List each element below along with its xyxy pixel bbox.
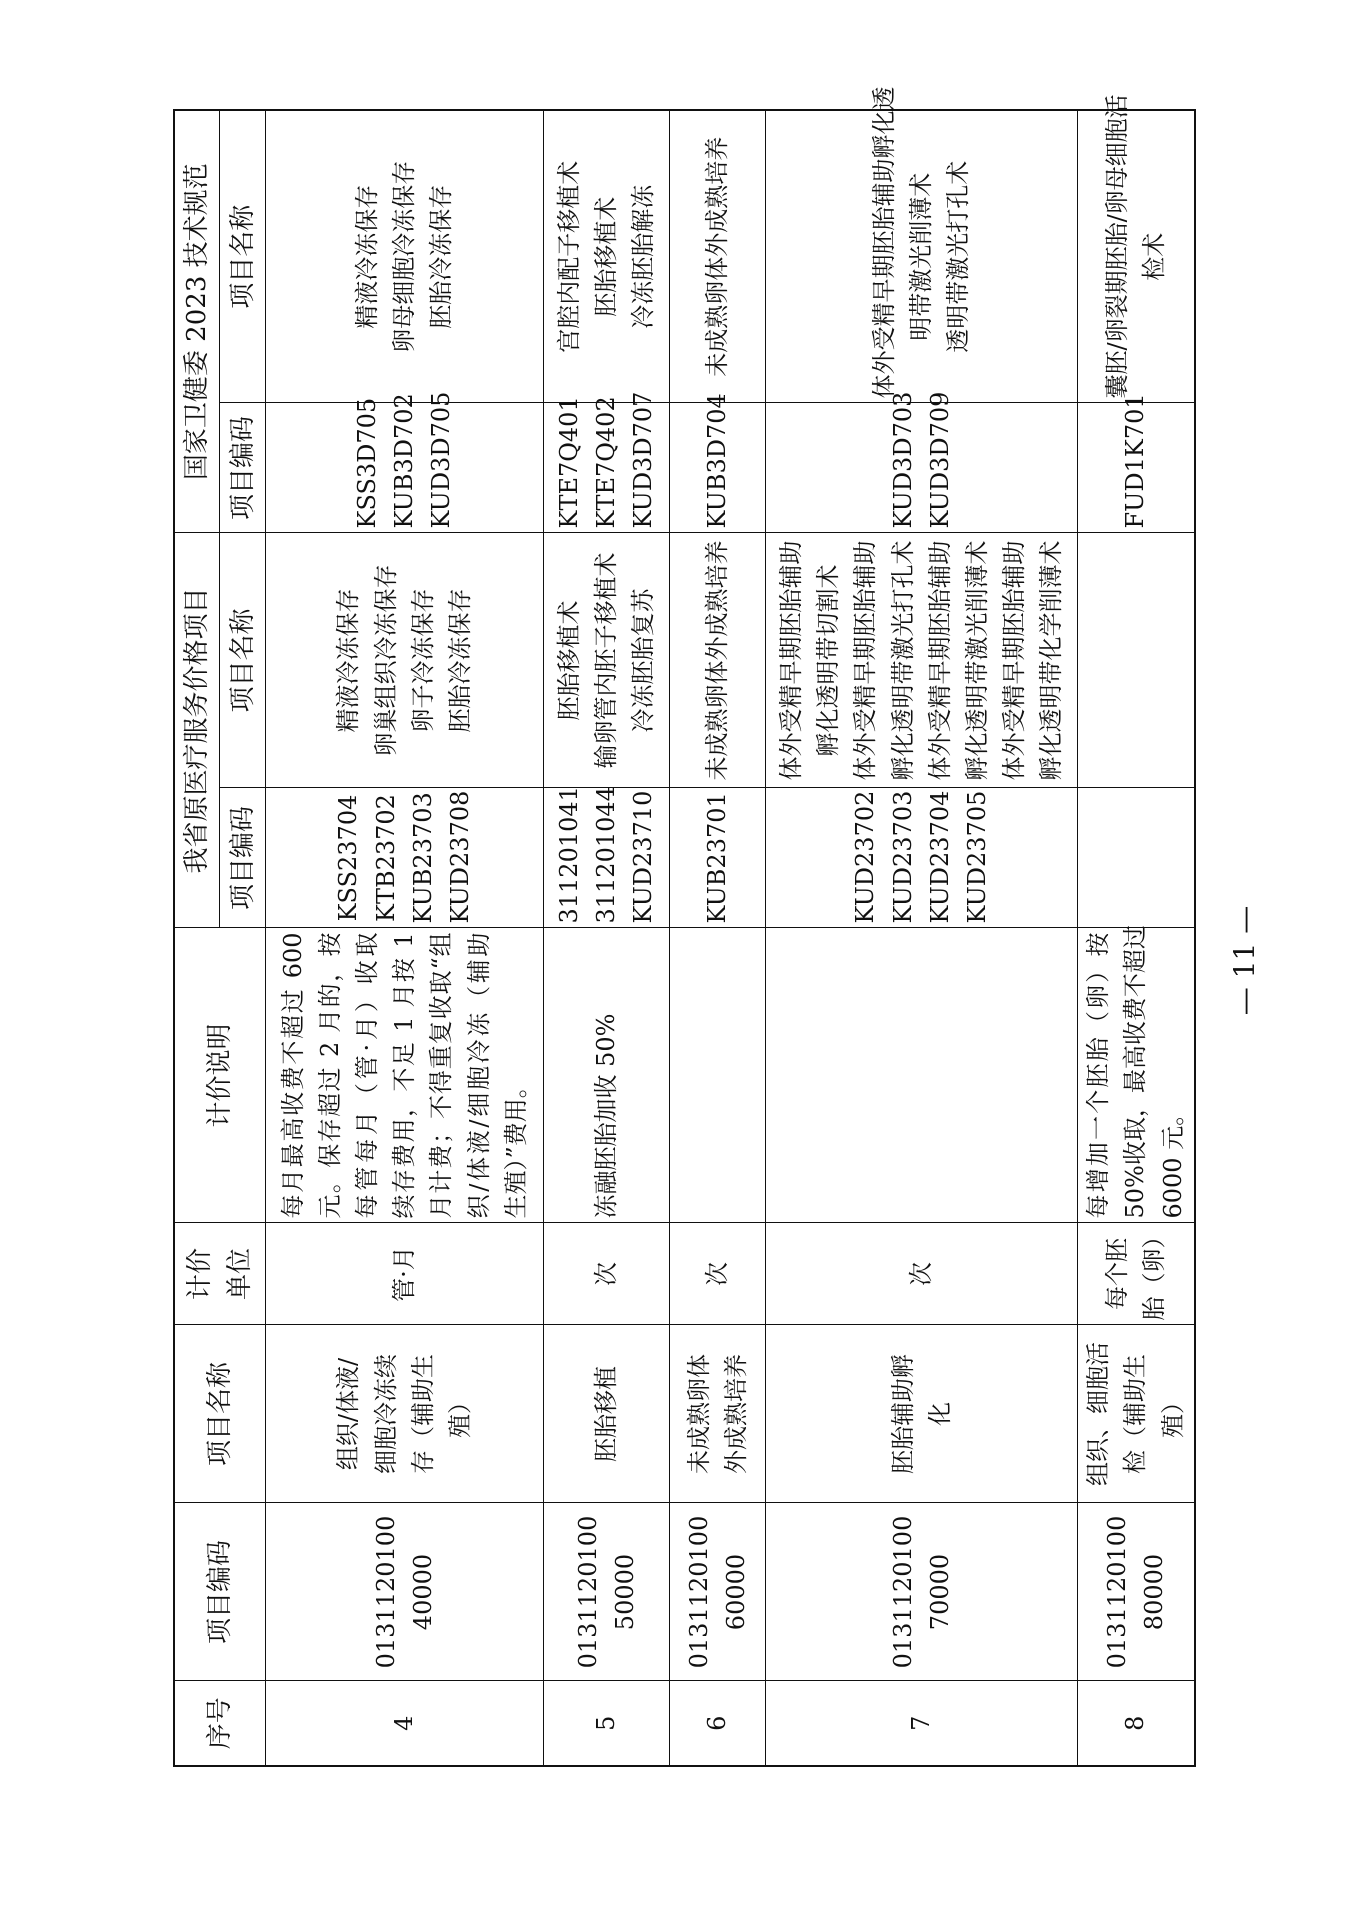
notes-cell-line: 每增加一个胚胎（卵）按 bbox=[1084, 932, 1113, 1219]
notes-cell-line: 续存费用，不足 1 月按 1 bbox=[390, 932, 419, 1219]
prov-name-cell-line: 胚胎冷冻保存 bbox=[445, 588, 474, 733]
prov-name-cell-line: 体外受精早期胚胎辅助 bbox=[777, 540, 806, 781]
notes-cell bbox=[544, 928, 670, 1223]
prov-name-cell-line: 孵化透明带激光削薄术 bbox=[962, 540, 991, 781]
code-cell-line: 0131120100 bbox=[573, 1515, 602, 1669]
prov-code-cell-line: 311201044 bbox=[592, 786, 621, 924]
nat-code-cell-line: KTE7Q402 bbox=[592, 396, 621, 529]
nat-code-cell bbox=[766, 391, 1078, 533]
nat-code-cell bbox=[670, 393, 766, 533]
prov-name-cell bbox=[266, 533, 544, 788]
nat-name-cell bbox=[1078, 94, 1195, 403]
name-cell-line: 殖） bbox=[445, 1390, 474, 1438]
nat-name-cell bbox=[670, 110, 766, 403]
prov-code-cell bbox=[266, 788, 544, 928]
notes-cell-line: 冻融胚胎加收 50% bbox=[592, 1013, 621, 1219]
prov-code-cell bbox=[670, 788, 766, 928]
prov-name-cell-line: 体外受精早期胚胎辅助 bbox=[1000, 540, 1029, 781]
prov-code-cell-line: KUD23710 bbox=[629, 790, 658, 924]
prov-name-cell-line: 体外受精早期胚胎辅助 bbox=[851, 540, 880, 781]
pricing-table bbox=[173, 86, 1196, 1767]
unit-cell-line: 每个胚 bbox=[1102, 1238, 1131, 1310]
header-unit-line: 单位 bbox=[225, 1248, 256, 1301]
prov-name-cell-line: 输卵管内胚子移植术 bbox=[592, 552, 621, 769]
header-nat-code: 项目编码 bbox=[220, 403, 266, 533]
notes-cell bbox=[670, 928, 766, 1223]
prov-code-cell-line: KUB23703 bbox=[408, 792, 437, 924]
nat-name-cell-line: 冷冻胚胎解冻 bbox=[629, 184, 658, 329]
nat-code-cell-line: KUB3D702 bbox=[390, 393, 419, 529]
prov-name-cell-line: 卵巢组织冷冻保存 bbox=[371, 564, 400, 757]
prov-name-cell-line: 冷冻胚胎复苏 bbox=[629, 588, 658, 733]
name-cell bbox=[544, 1325, 670, 1503]
unit-cell bbox=[544, 1223, 670, 1325]
nat-name-cell-line: 明带激光削薄术 bbox=[907, 172, 936, 341]
unit-cell-line: 次 bbox=[907, 1262, 936, 1286]
nat-name-cell bbox=[266, 110, 544, 403]
prov-code-cell bbox=[544, 788, 670, 928]
unit-cell bbox=[266, 1223, 544, 1325]
nat-name-cell-line: 囊胚/卵裂期胚胎/卵母细胞活 bbox=[1102, 94, 1131, 399]
name-cell-line: 组织/体液/ bbox=[334, 1357, 363, 1471]
code-cell bbox=[670, 1503, 766, 1681]
name-cell-line: 未成熟卵体 bbox=[684, 1354, 713, 1474]
prov-name-cell bbox=[670, 533, 766, 788]
nat-name-cell-line: 宫腔内配子移植术 bbox=[555, 160, 584, 353]
code-cell bbox=[544, 1503, 670, 1681]
unit-cell bbox=[766, 1223, 1078, 1325]
table-body bbox=[266, 86, 1195, 1766]
code-cell-line: 0131120100 bbox=[888, 1515, 917, 1669]
nat-code-cell bbox=[1078, 393, 1195, 533]
name-cell-line: 殖） bbox=[1158, 1390, 1187, 1438]
nat-code-cell bbox=[544, 391, 670, 533]
name-cell-line: 外成熟培养 bbox=[721, 1354, 750, 1474]
code-cell bbox=[266, 1503, 544, 1681]
code-cell-line: 0131120100 bbox=[1102, 1515, 1131, 1669]
notes-cell-line: 月计费；不得重复收取“组 bbox=[427, 932, 456, 1219]
nat-code-cell-line: KUB3D704 bbox=[703, 393, 732, 529]
seq-cell: 4 bbox=[266, 1681, 544, 1766]
prov-name-cell bbox=[1078, 533, 1195, 788]
name-cell bbox=[1078, 1325, 1195, 1503]
notes-cell-line: 元。保存超过 2 月的，按 bbox=[315, 932, 344, 1219]
code-cell bbox=[766, 1503, 1078, 1681]
header-notes: 计价说明 bbox=[174, 928, 266, 1223]
header-prov-code: 项目编码 bbox=[220, 788, 266, 928]
name-cell bbox=[766, 1325, 1078, 1503]
table-row bbox=[670, 110, 766, 1766]
page-number-box bbox=[1215, 900, 1275, 1020]
nat-code-cell-line: KTE7Q401 bbox=[555, 396, 584, 529]
notes-cell bbox=[266, 928, 544, 1223]
name-cell-line: 化 bbox=[925, 1402, 954, 1426]
prov-code-cell-line: KSS23704 bbox=[334, 794, 363, 922]
name-cell bbox=[670, 1325, 766, 1503]
nat-code-cell-line: KUD3D703 bbox=[888, 391, 917, 529]
prov-code-cell-line: KUD23703 bbox=[888, 790, 917, 924]
prov-code-cell-line: KUD23702 bbox=[851, 790, 880, 924]
header-code: 项目编码 bbox=[174, 1503, 266, 1681]
table-row bbox=[766, 110, 1078, 1766]
prov-name-cell-line: 卵子冷冻保存 bbox=[408, 588, 437, 733]
prov-code-cell-line: KTB23702 bbox=[371, 794, 400, 922]
nat-code-cell-line: KSS3D705 bbox=[353, 397, 382, 529]
prov-code-cell bbox=[766, 788, 1078, 928]
seq-cell: 7 bbox=[766, 1681, 1078, 1766]
code-cell-line: 0131120100 bbox=[684, 1515, 713, 1669]
seq-cell: 5 bbox=[544, 1681, 670, 1766]
code-cell-line: 80000 bbox=[1140, 1553, 1169, 1631]
prov-name-cell-line: 孵化透明带切割术 bbox=[814, 564, 843, 757]
prov-code-cell bbox=[1078, 788, 1195, 928]
header-nat-name: 项目名称 bbox=[220, 110, 266, 403]
code-cell-line: 50000 bbox=[610, 1553, 639, 1631]
notes-cell bbox=[1078, 925, 1195, 1223]
header-row-group bbox=[174, 110, 220, 1766]
prov-name-cell-line: 胚胎移植术 bbox=[555, 600, 584, 721]
nat-name-cell-line: 检术 bbox=[1140, 232, 1169, 281]
prov-name-cell-line: 孵化透明带激光打孔术 bbox=[888, 540, 917, 781]
table-row bbox=[544, 110, 670, 1766]
nat-code-cell-line: KUD3D705 bbox=[427, 391, 456, 529]
unit-cell-line: 次 bbox=[592, 1262, 621, 1286]
prov-code-cell-line: KUB23701 bbox=[703, 792, 732, 924]
prov-name-cell bbox=[766, 533, 1078, 788]
name-cell-line: 胚胎辅助孵 bbox=[888, 1354, 917, 1474]
notes-cell bbox=[766, 928, 1078, 1223]
unit-cell-line: 胎（卵） bbox=[1140, 1224, 1169, 1321]
nat-code-cell bbox=[266, 391, 544, 533]
page-number: — 11 — bbox=[1228, 905, 1262, 1015]
prov-name-cell-line: 体外受精早期胚胎辅助 bbox=[925, 540, 954, 781]
nat-code-cell-line: KUD3D709 bbox=[925, 391, 954, 529]
nat-name-cell-line: 卵母细胞冷冻保存 bbox=[390, 160, 419, 353]
notes-cell-line: 生殖）”费用。 bbox=[501, 1074, 530, 1219]
nat-name-cell-line: 体外受精早期胚胎辅助孵化透 bbox=[870, 86, 899, 399]
header-unit-line: 计价 bbox=[184, 1248, 215, 1301]
nat-name-cell-line: 未成熟卵体外成熟培养 bbox=[703, 136, 732, 377]
code-cell-line: 70000 bbox=[925, 1553, 954, 1631]
nat-name-cell-line: 胚胎冷冻保存 bbox=[427, 184, 456, 329]
unit-cell-line: 管·月 bbox=[390, 1246, 419, 1302]
rotated-table-wrapper bbox=[173, 86, 1189, 1767]
nat-name-cell-line: 透明带激光打孔术 bbox=[944, 160, 973, 353]
nat-name-cell bbox=[766, 86, 1078, 403]
prov-code-cell-line: KUD23704 bbox=[925, 790, 954, 924]
prov-code-cell-line: KUD23708 bbox=[445, 790, 474, 924]
header-group-province: 我省原医疗服务价格项目 bbox=[174, 533, 220, 928]
header-prov-name: 项目名称 bbox=[220, 533, 266, 788]
notes-cell-line: 每月最高收费不超过 600 bbox=[278, 932, 307, 1219]
notes-cell-line: 每管每月（管·月）收取 bbox=[353, 932, 382, 1219]
name-cell-line: 胚胎移植 bbox=[592, 1366, 621, 1462]
nat-code-cell-line: FUD1K701 bbox=[1121, 393, 1150, 529]
name-cell-line: 检（辅助生 bbox=[1121, 1354, 1150, 1474]
code-cell-line: 40000 bbox=[408, 1553, 437, 1631]
seq-cell: 8 bbox=[1078, 1681, 1195, 1766]
header-group-national: 国家卫健委 2023 技术规范 bbox=[174, 110, 220, 533]
nat-name-cell-line: 精液冷冻保存 bbox=[353, 184, 382, 329]
notes-cell-line: 50%收取，最高收费不超过 bbox=[1121, 925, 1150, 1219]
table-row bbox=[1078, 110, 1195, 1766]
unit-cell-line: 次 bbox=[703, 1262, 732, 1286]
name-cell bbox=[266, 1325, 544, 1503]
unit-cell bbox=[1078, 1223, 1195, 1325]
name-cell-line: 组织、细胞活 bbox=[1084, 1342, 1113, 1486]
table-row bbox=[266, 110, 544, 1766]
prov-name-cell-line: 精液冷冻保存 bbox=[334, 588, 363, 733]
prov-name-cell-line: 孵化透明带化学削薄术 bbox=[1037, 540, 1066, 781]
notes-cell-line: 6000 元。 bbox=[1158, 1101, 1187, 1219]
header-unit bbox=[174, 1223, 266, 1325]
prov-name-cell bbox=[544, 533, 670, 788]
code-cell-line: 60000 bbox=[721, 1553, 750, 1631]
header-name: 项目名称 bbox=[174, 1325, 266, 1503]
nat-name-cell bbox=[544, 110, 670, 403]
header-seq: 序号 bbox=[174, 1681, 266, 1766]
nat-name-cell-line: 胚胎移植术 bbox=[592, 196, 621, 317]
code-cell bbox=[1078, 1503, 1195, 1681]
seq-cell: 6 bbox=[670, 1681, 766, 1766]
prov-code-cell-line: 311201041 bbox=[555, 786, 584, 924]
code-cell-line: 0131120100 bbox=[371, 1515, 400, 1669]
unit-cell bbox=[670, 1223, 766, 1325]
notes-cell-line: 织/体液/细胞冷冻（辅助 bbox=[464, 932, 493, 1219]
prov-code-cell-line: KUD23705 bbox=[962, 790, 991, 924]
prov-name-cell-line: 未成熟卵体外成熟培养 bbox=[703, 540, 732, 781]
name-cell-line: 细胞冷冻续 bbox=[371, 1354, 400, 1474]
name-cell-line: 存（辅助生 bbox=[408, 1354, 437, 1474]
nat-code-cell-line: KUD3D707 bbox=[629, 391, 658, 529]
